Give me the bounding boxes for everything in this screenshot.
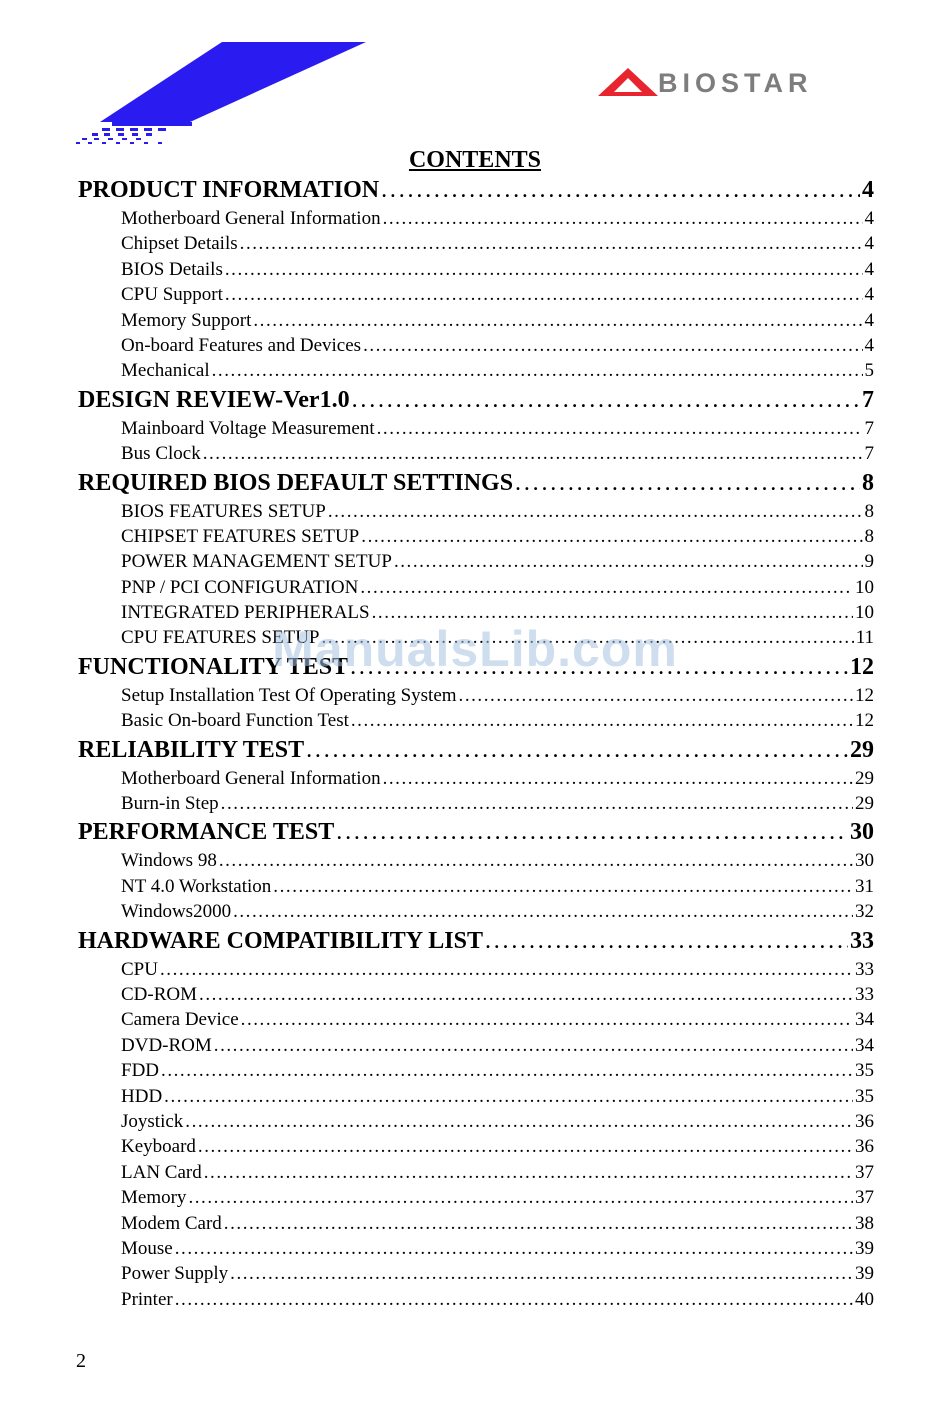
toc-entry[interactable] <box>78 1236 874 1261</box>
toc-page-number: 7 <box>863 416 875 441</box>
toc-label: FUNCTIONALITY TEST . . . <box>78 654 350 680</box>
biostar-logo <box>598 66 882 100</box>
toc-label: Setup Installation Test Of Operating System . . . <box>121 685 459 706</box>
toc-entry[interactable] <box>78 1033 874 1058</box>
toc-label: Keyboard . . . <box>121 1136 198 1157</box>
toc-page-number: 30 <box>848 817 874 848</box>
toc-page-number: 4 <box>863 333 875 358</box>
toc-entry[interactable] <box>78 1109 874 1134</box>
toc-page-number: 36 <box>853 1134 874 1159</box>
toc-page-number: 40 <box>853 1287 874 1312</box>
logo-text: BIOSTAR <box>658 68 813 98</box>
toc-page-number: 4 <box>863 308 875 333</box>
toc-page-number: 38 <box>853 1211 874 1236</box>
toc-label: DVD-ROM . . . <box>121 1035 214 1056</box>
toc-label: PNP / PCI CONFIGURATION . . . <box>121 577 360 598</box>
toc-page-number: 4 <box>863 206 875 231</box>
toc-entry[interactable] <box>78 358 874 383</box>
toc-page-number: 8 <box>863 524 875 549</box>
toc-label: LAN Card . . . <box>121 1162 204 1183</box>
toc-section[interactable] <box>78 735 874 766</box>
toc-label: Joystick . . . <box>121 1111 185 1132</box>
header-stripe-graphic <box>72 42 372 148</box>
toc-label: Windows 98 . . . <box>121 850 219 871</box>
toc-entry[interactable] <box>78 257 874 282</box>
toc-label: Mouse . . . <box>121 1238 175 1259</box>
toc-label: CPU Support . . . <box>121 284 225 305</box>
toc-page-number: 33 <box>853 982 874 1007</box>
toc-section[interactable] <box>78 926 874 957</box>
toc-page-number: 12 <box>853 683 874 708</box>
toc-entry[interactable] <box>78 416 874 441</box>
toc-label: Windows2000 . . . <box>121 901 233 922</box>
toc-page-number: 35 <box>853 1058 874 1083</box>
toc-entry[interactable] <box>78 791 874 816</box>
toc-label: Printer . . . <box>121 1289 175 1310</box>
toc-page-number: 4 <box>863 282 875 307</box>
toc-label: CPU FEATURES SETUP . . . <box>121 627 322 648</box>
toc-label: PERFORMANCE TEST . . . <box>78 819 336 845</box>
page-number: 2 <box>76 1350 86 1372</box>
toc-entry[interactable] <box>78 957 874 982</box>
toc-entry[interactable] <box>78 683 874 708</box>
toc-page-number: 29 <box>853 766 874 791</box>
toc-entry[interactable] <box>78 499 874 524</box>
toc-page-number: 33 <box>853 957 874 982</box>
toc-label: BIOS Details . . . <box>121 259 225 280</box>
toc-label: HARDWARE COMPATIBILITY LIST . . . <box>78 928 485 954</box>
toc-label: Camera Device . . . <box>121 1009 241 1030</box>
toc-entry[interactable] <box>78 1160 874 1185</box>
logo-mark-icon <box>598 66 660 100</box>
toc-entry[interactable] <box>78 282 874 307</box>
toc-entry[interactable] <box>78 575 874 600</box>
toc-page-number: 39 <box>853 1261 874 1286</box>
toc-page-number: 30 <box>853 848 874 873</box>
toc-entry[interactable] <box>78 766 874 791</box>
toc-entry[interactable] <box>78 708 874 733</box>
toc-section[interactable] <box>78 817 874 848</box>
toc-label: CPU . . . <box>121 959 160 980</box>
toc-label: Chipset Details . . . <box>121 233 240 254</box>
toc-page-number: 29 <box>848 735 874 766</box>
toc-entry[interactable] <box>78 1287 874 1312</box>
toc-label: FDD . . . <box>121 1060 161 1081</box>
toc-page-number: 32 <box>853 899 874 924</box>
toc-label: CD-ROM . . . <box>121 984 199 1005</box>
toc-page-number: 12 <box>853 708 874 733</box>
toc-label: PRODUCT INFORMATION . . . <box>78 177 381 203</box>
toc-entry[interactable] <box>78 1058 874 1083</box>
toc-page-number: 35 <box>853 1084 874 1109</box>
page-title: CONTENTS <box>408 147 542 173</box>
toc-label: HDD . . . <box>121 1086 164 1107</box>
toc-page-number: 4 <box>863 231 875 256</box>
toc-entry[interactable] <box>78 1211 874 1236</box>
toc-label: INTEGRATED PERIPHERALS . . . <box>121 602 372 623</box>
toc-page-number: 10 <box>853 575 874 600</box>
toc-label: Power Supply . . . <box>121 1263 230 1284</box>
toc-page-number: 5 <box>863 358 875 383</box>
toc-page-number: 7 <box>860 385 874 416</box>
table-of-contents <box>78 174 874 1312</box>
toc-entry[interactable] <box>78 874 874 899</box>
toc-page-number: 39 <box>853 1236 874 1261</box>
toc-page-number: 34 <box>853 1033 874 1058</box>
toc-label: DESIGN REVIEW-Ver1.0 . . . <box>78 387 352 413</box>
toc-label: NT 4.0 Workstation . . . <box>121 876 273 897</box>
toc-label: Memory . . . <box>121 1187 188 1208</box>
toc-label: Memory Support . . . <box>121 310 253 331</box>
toc-label: REQUIRED BIOS DEFAULT SETTINGS . . . <box>78 470 515 496</box>
toc-entry[interactable] <box>78 1261 874 1286</box>
toc-label: BIOS FEATURES SETUP . . . <box>121 501 328 522</box>
watermark: ManualsLib.com <box>272 621 678 677</box>
toc-label: On-board Features and Devices . . . <box>121 335 363 356</box>
toc-label: RELIABILITY TEST . . . <box>78 737 306 763</box>
toc-section[interactable] <box>78 175 874 206</box>
toc-page-number: 36 <box>853 1109 874 1134</box>
toc-page-number: 37 <box>853 1185 874 1210</box>
toc-entry[interactable] <box>78 1084 874 1109</box>
toc-label: Bus Clock . . . <box>121 443 203 464</box>
toc-label: Motherboard General Information . . . <box>121 208 383 229</box>
toc-page-number: 8 <box>863 499 875 524</box>
toc-label: Basic On-board Function Test . . . <box>121 710 351 731</box>
toc-label: Motherboard General Information . . . <box>121 768 383 789</box>
toc-entry[interactable] <box>78 206 874 231</box>
toc-entry[interactable] <box>78 308 874 333</box>
toc-page-number: 10 <box>853 600 874 625</box>
toc-label: Burn-in Step . . . <box>121 793 221 814</box>
toc-section[interactable] <box>78 468 874 499</box>
toc-label: Mechanical . . . <box>121 360 212 381</box>
toc-entry[interactable] <box>78 1134 874 1159</box>
toc-label: CHIPSET FEATURES SETUP . . . <box>121 526 361 547</box>
toc-section[interactable] <box>78 385 874 416</box>
toc-entry[interactable] <box>78 848 874 873</box>
toc-label: Modem Card . . . <box>121 1213 224 1234</box>
toc-entry[interactable] <box>78 899 874 924</box>
toc-entry[interactable] <box>78 982 874 1007</box>
toc-page-number: 8 <box>860 468 874 499</box>
toc-page-number: 12 <box>848 652 874 683</box>
toc-page-number: 37 <box>853 1160 874 1185</box>
toc-label: Mainboard Voltage Measurement . . . <box>121 418 377 439</box>
toc-entry[interactable] <box>78 441 874 466</box>
toc-entry[interactable] <box>78 524 874 549</box>
toc-page-number: 11 <box>854 625 874 650</box>
toc-entry[interactable] <box>78 1185 874 1210</box>
toc-entry[interactable] <box>78 1007 874 1032</box>
toc-page-number: 7 <box>863 441 875 466</box>
toc-entry[interactable] <box>78 333 874 358</box>
toc-entry[interactable] <box>78 231 874 256</box>
toc-page-number: 4 <box>863 257 875 282</box>
toc-label: POWER MANAGEMENT SETUP . . . <box>121 551 394 572</box>
toc-page-number: 4 <box>860 175 874 206</box>
toc-page-number: 33 <box>848 926 874 957</box>
toc-entry[interactable] <box>78 549 874 574</box>
toc-page-number: 31 <box>853 874 874 899</box>
toc-page-number: 9 <box>863 549 875 574</box>
toc-page-number: 29 <box>853 791 874 816</box>
toc-page-number: 34 <box>853 1007 874 1032</box>
